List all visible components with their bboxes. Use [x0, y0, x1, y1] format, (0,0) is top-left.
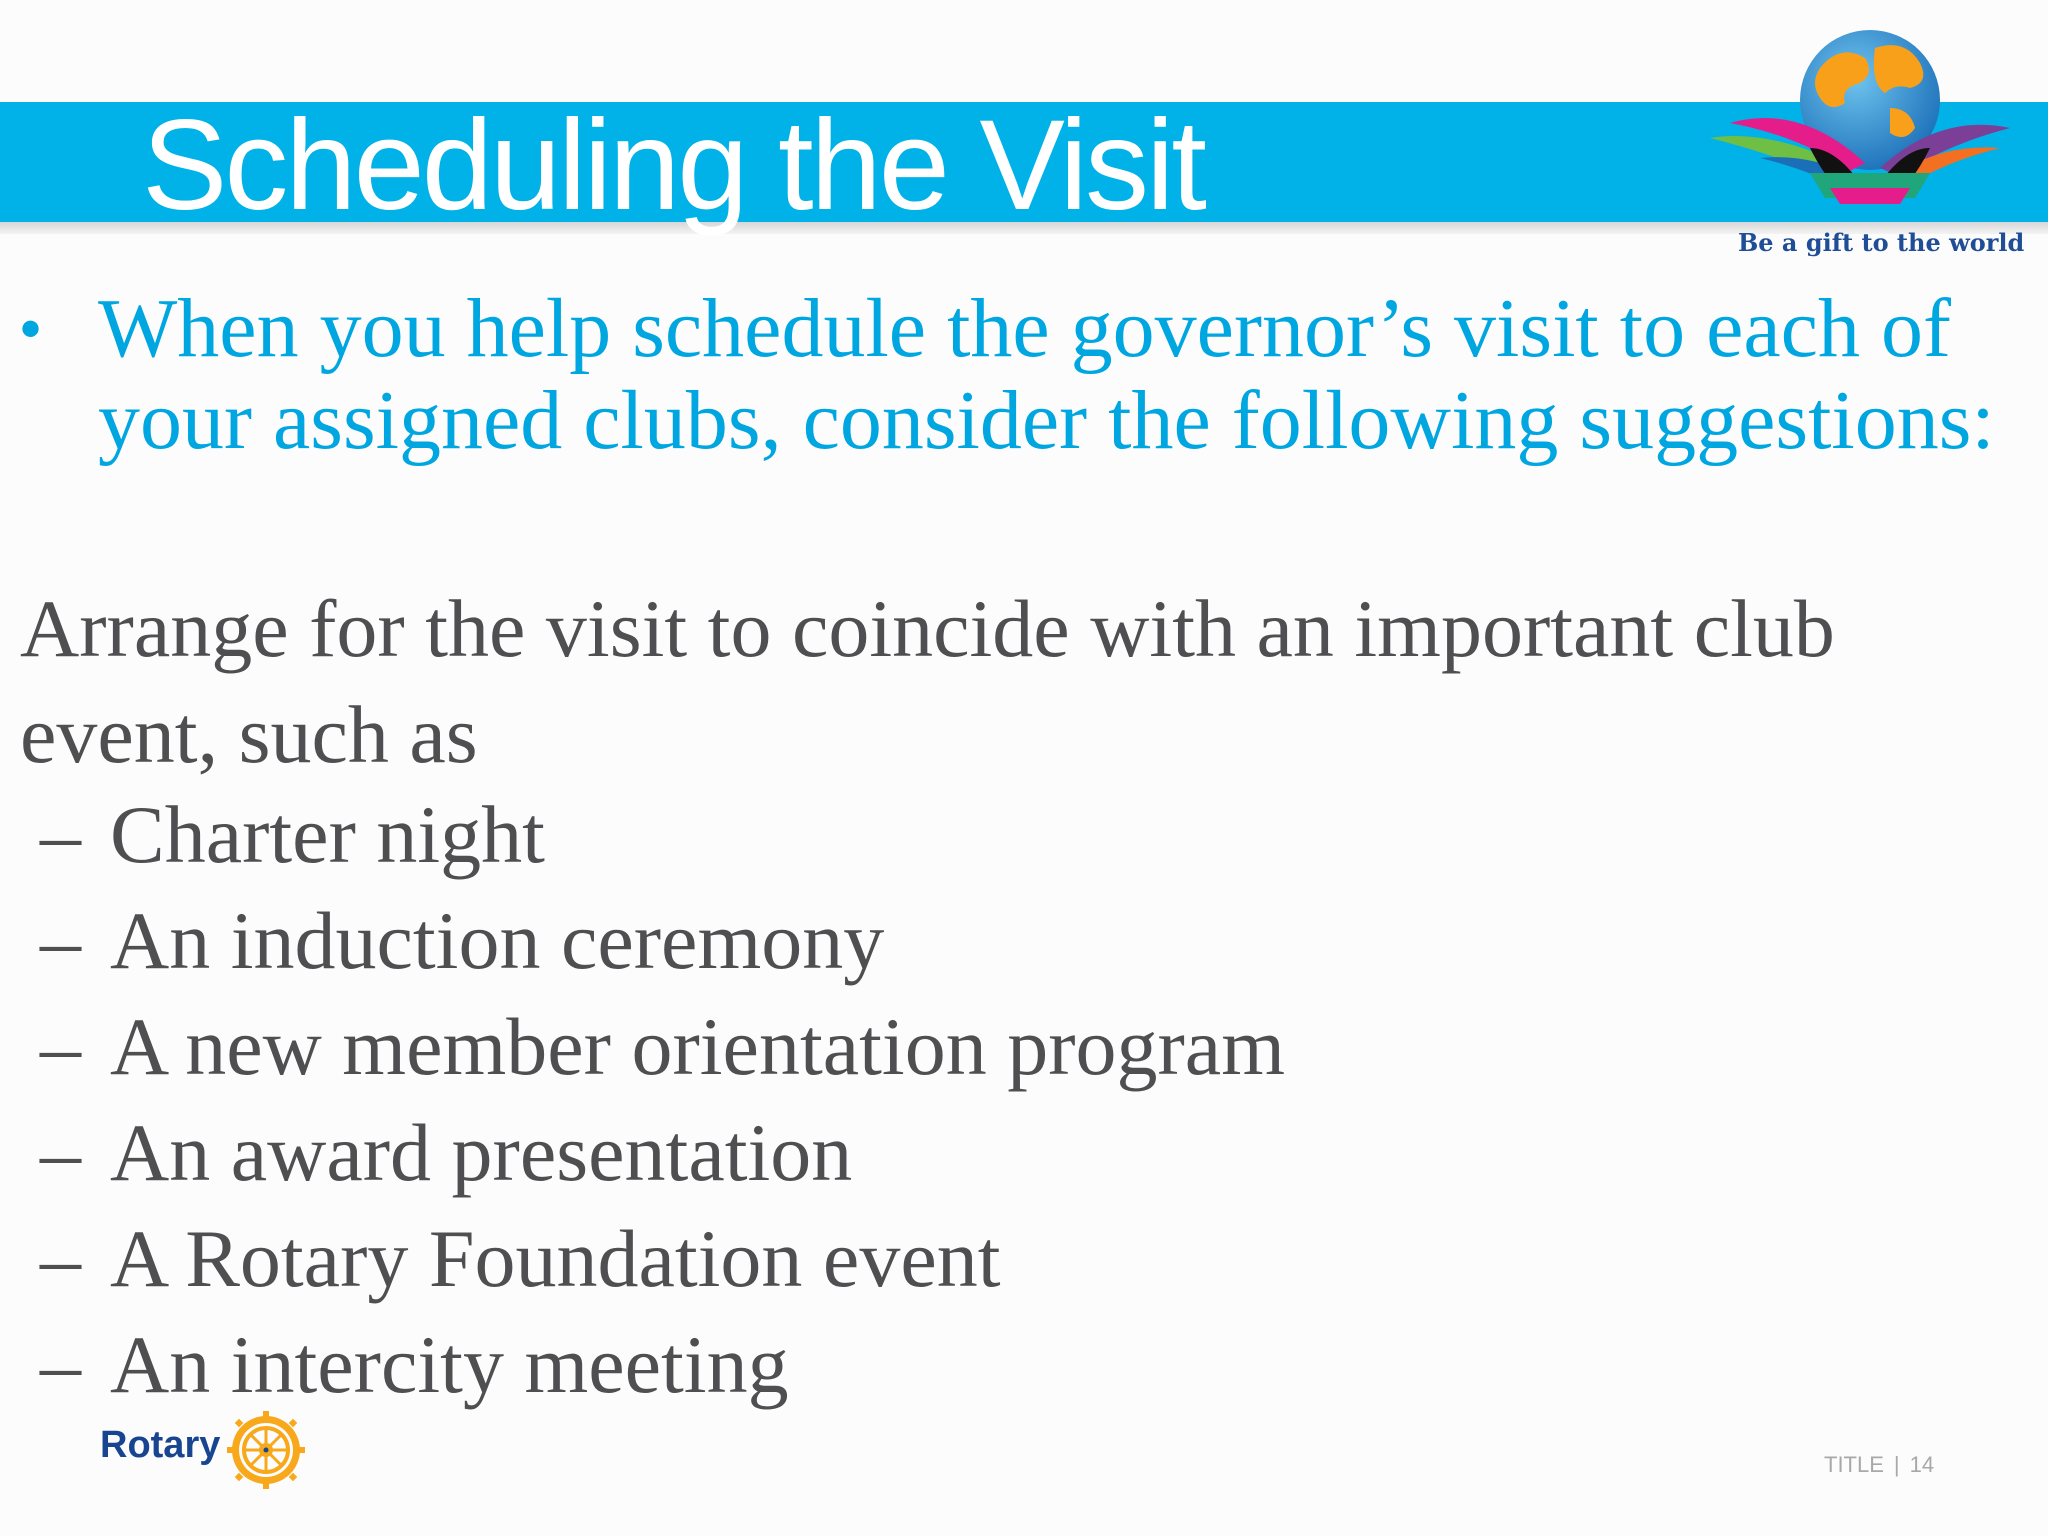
page-number: 14: [1909, 1452, 1935, 1477]
list-item: – A Rotary Foundation event: [40, 1213, 1001, 1304]
list-item: – An award presentation: [40, 1107, 853, 1198]
footer-label: TITLE: [1824, 1452, 1884, 1477]
bullet-marker: •: [20, 295, 42, 362]
slide-title: Scheduling the Visit: [142, 94, 1204, 237]
body-paragraph: Arrange for the visit to coincide with an important club event, such as: [20, 583, 1835, 780]
slide-footer: [1824, 1452, 1934, 1478]
footer-separator: |: [1893, 1452, 1900, 1477]
list-item: – An intercity meeting: [40, 1319, 789, 1410]
list-item: – Charter night: [40, 789, 545, 880]
theme-tagline: Be a gift to the world: [1738, 228, 2025, 257]
rotary-wheel-icon: [226, 1410, 306, 1490]
list-item: – An induction ceremony: [40, 895, 885, 986]
list-item: – A new member orientation program: [40, 1001, 1285, 1092]
event-list: [40, 782, 1285, 1418]
main-bullet-text: When you help schedule the governor’s visit to each of your assigned clubs, consider the following suggestions:: [98, 282, 1995, 467]
globe-icon: [1700, 28, 2020, 228]
rotary-wordmark: Rotary: [100, 1424, 221, 1466]
rotary-logo: [100, 1410, 320, 1490]
